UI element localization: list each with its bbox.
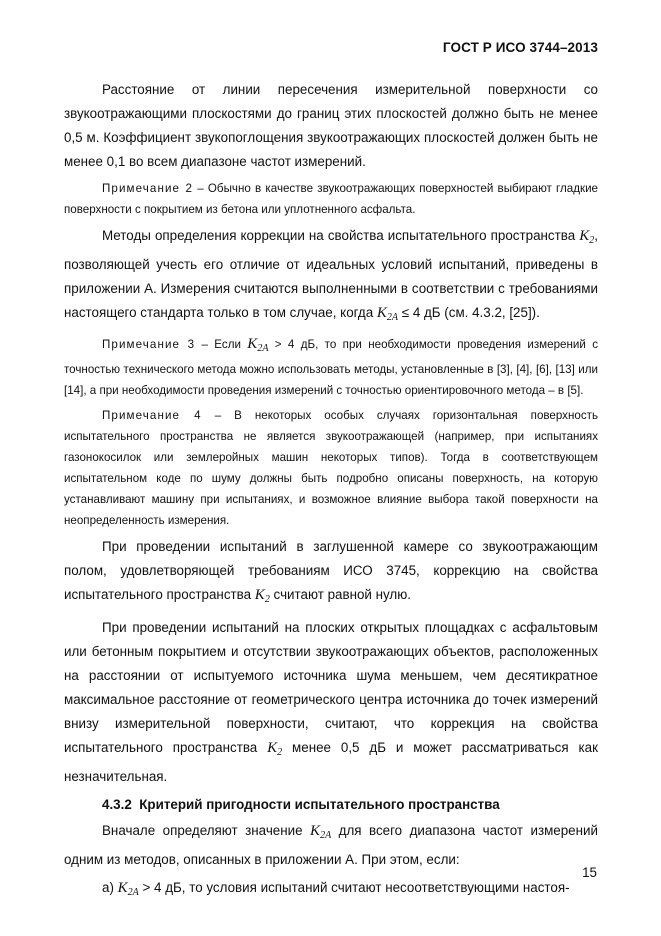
document-id-header: ГОСТ Р ИСО 3744–2013 <box>442 40 598 55</box>
page-number: 15 <box>582 865 597 880</box>
note-3: Примечание 3 – Если $K_{2A} > 4$ дБ, то при необходимости проведения измерений с точностью технического метода можно использовать методы, установленные в [3], [4], [6], [13] или [14], а при необходимости проведения измерений с точностью ориентировочного метода – в [5]. <box>64 336 598 397</box>
note-2-label: Примечание 2 <box>102 182 193 195</box>
section-title: Критерий пригодности испытательного пространства <box>139 797 500 812</box>
note-3-label: Примечание 3 <box>102 338 196 351</box>
section-number: 4.3.2 <box>102 797 132 812</box>
paragraph-anechoic-chamber: При проведении испытаний в заглушенной камере со звукоотражающим полом, удовлетворяющей требованиям ИСО 3745, коррекцию на свойства испытательного пространства $K_2$ считают равной нулю. <box>64 539 598 605</box>
note-4-label: Примечание 4 <box>102 409 202 422</box>
paragraph-correction-methods: Методы определения коррекции на свойства испытательного пространства $K_2$, позволяющей учесть его отличие от идеальных условий испытаний, приведены в приложении А. Измерения считаются выполненными в соответствии с требованиями настоящего стандарта только в том случае, когда $K_{2A} \le 4$ дБ (см. 4.3.2, [25]). <box>64 228 598 323</box>
symbol-k2a: $K_{2A}$ <box>117 880 139 898</box>
note-4-text: – В некоторых особых случаях горизонтальная поверхность испытательного пространства не является звукоотражающей (например, при испытаниях газонокосилок или землеройных машин некоторых типов). Тогда в соответствующем испытательном коде по шуму должны быть подробно описаны поверхность, на которую устанавливают машину при испытаниях, и возможное влияние выбора такой поверхности на неопределенность измерения. <box>64 409 598 527</box>
note-4 <box>64 405 598 531</box>
note-2-text: – Обычно в качестве звукоотражающих поверхностей выбирают гладкие поверхности с покрытием из бетона или уплотненного асфальта. <box>64 182 598 216</box>
symbol-k2: $K_2$ <box>254 587 270 605</box>
page-content <box>64 78 598 909</box>
paragraph-first-determine: Вначале определяют значение $K_{2A}$ для всего диапазона частот измерений одним из методов, описанных в приложении А. При этом, если: <box>64 823 598 867</box>
symbol-k2: $K_2$ <box>579 228 595 246</box>
note-2 <box>64 178 598 220</box>
symbol-k2a: $K_{2A}$ <box>247 336 269 354</box>
list-item-a: а) $K_{2A} > 4$ дБ, то условия испытаний считают несоответствующими настоя- <box>102 880 570 898</box>
paragraph-open-sites: При проведении испытаний на плоских открытых площадках с асфальтовым или бетонным покрытием и отсутствии звукоотражающих объектов, расположенных на расстоянии от испытуемого источника шума меньшем, чем десятикратное максимальное расстояние от геометрического центра источника до точек измерений внизу измерительной поверхности, считают, что коррекция на свойства испытательного пространства $K_2$ менее 0,5 дБ и может рассматриваться как незначительная. <box>64 620 598 784</box>
section-heading-4-3-2 <box>64 793 598 817</box>
symbol-k2a: $K_{2A}$ <box>310 823 332 841</box>
symbol-k2a: $K_{2A}$ <box>376 305 399 323</box>
symbol-k2: $K_2$ <box>267 740 283 758</box>
paragraph-reflecting-plane-distance: Расстояние от линии пересечения измерительной поверхности со звукоотражающими плоскостями до границ этих плоскостей должно быть не менее 0,5 м. Коэффициент звукопоглощения звукоотражающих плоскостей должен быть не менее 0,1 во всем диапазоне частот измерений. <box>64 82 598 169</box>
